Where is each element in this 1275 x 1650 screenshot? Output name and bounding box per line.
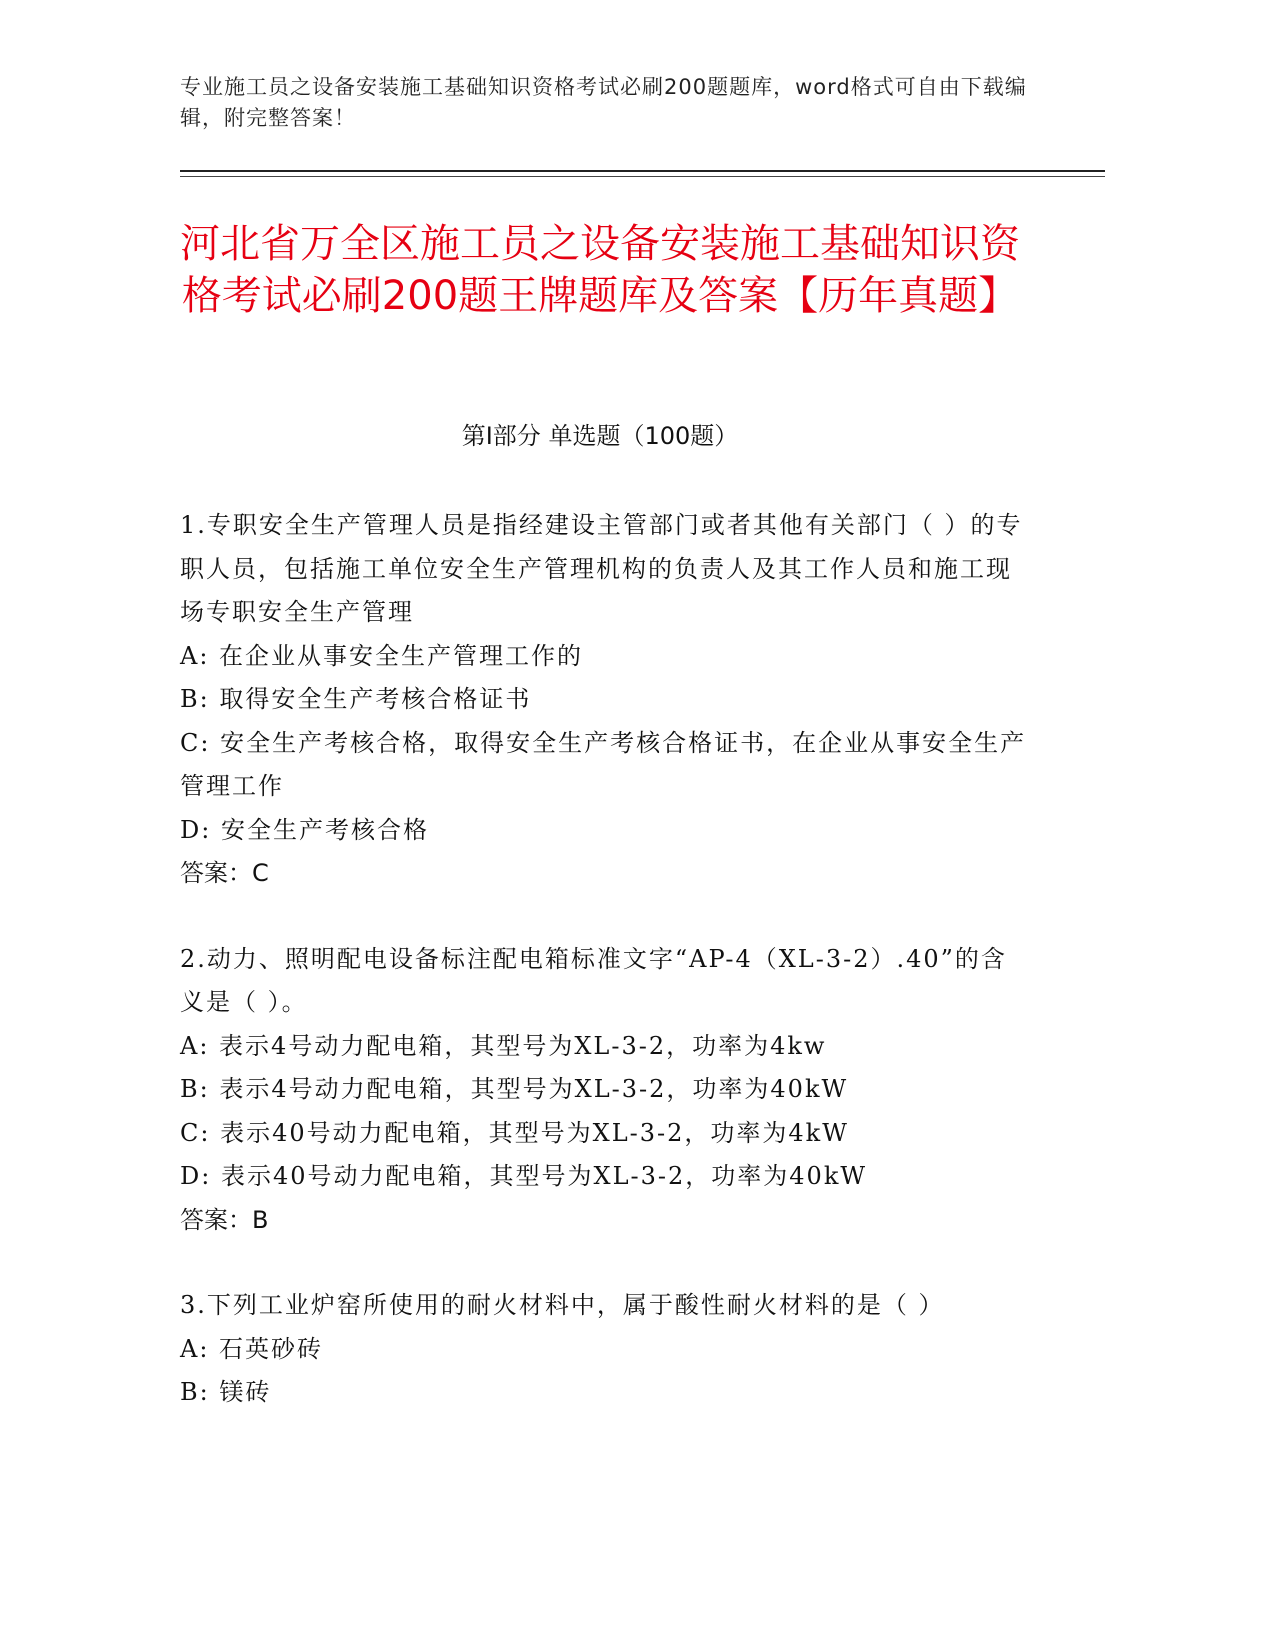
document-title: 河北省万全区施工员之设备安装施工基础知识资格考试必刷200题王牌题库及答案【历年真题】 (180, 221, 1020, 319)
option-a: A: 在企业从事安全生产管理工作的 (180, 641, 584, 670)
question-stem: 2.动力、照明配电设备标注配电箱标准文字“AP-4（XL-3-2）.40”的含义是（ ）。 (180, 944, 1007, 1016)
question-list (180, 504, 1030, 1457)
option-c: C: 安全生产考核合格，取得安全生产考核合格证书，在企业从事安全生产管理工作 (180, 728, 1027, 800)
option-d: D: 表示40号动力配电箱，其型号为XL-3-2，功率为40kW (180, 1162, 868, 1190)
answer: 答案：B (180, 1205, 269, 1234)
header-divider (180, 170, 1105, 172)
question-1 (180, 504, 1030, 896)
option-b: B: 镁砖 (180, 1378, 272, 1406)
option-a: A: 石英砂砖 (180, 1334, 324, 1363)
question-stem: 1.专职安全生产管理人员是指经建设主管部门或者其他有关部门（ ）的专职人员，包括施工单位安全生产管理机构的负责人及其工作人员和施工现场专职安全生产管理 (180, 511, 1023, 626)
section-heading: 第I部分 单选题（100题） (461, 422, 739, 450)
question-3 (180, 1284, 1030, 1415)
option-d: D: 安全生产考核合格 (180, 815, 429, 844)
option-c: C: 表示40号动力配电箱，其型号为XL-3-2，功率为4kW (180, 1118, 849, 1147)
option-a: A: 表示4号动力配电箱，其型号为XL-3-2，功率为4kw (180, 1031, 827, 1060)
question-stem: 3.下列工业炉窑所使用的耐火材料中，属于酸性耐火材料的是（ ） (180, 1291, 945, 1319)
header-note: 专业施工员之设备安装施工基础知识资格考试必刷200题题库，word格式可自由下载编辑，附完整答案！ (180, 75, 1027, 130)
header-divider-thin (180, 176, 1105, 177)
question-2 (180, 938, 1030, 1243)
answer: 答案：C (180, 859, 269, 887)
option-b: B: 取得安全生产考核合格证书 (180, 685, 532, 713)
option-b: B: 表示4号动力配电箱，其型号为XL-3-2，功率为40kW (180, 1075, 849, 1103)
